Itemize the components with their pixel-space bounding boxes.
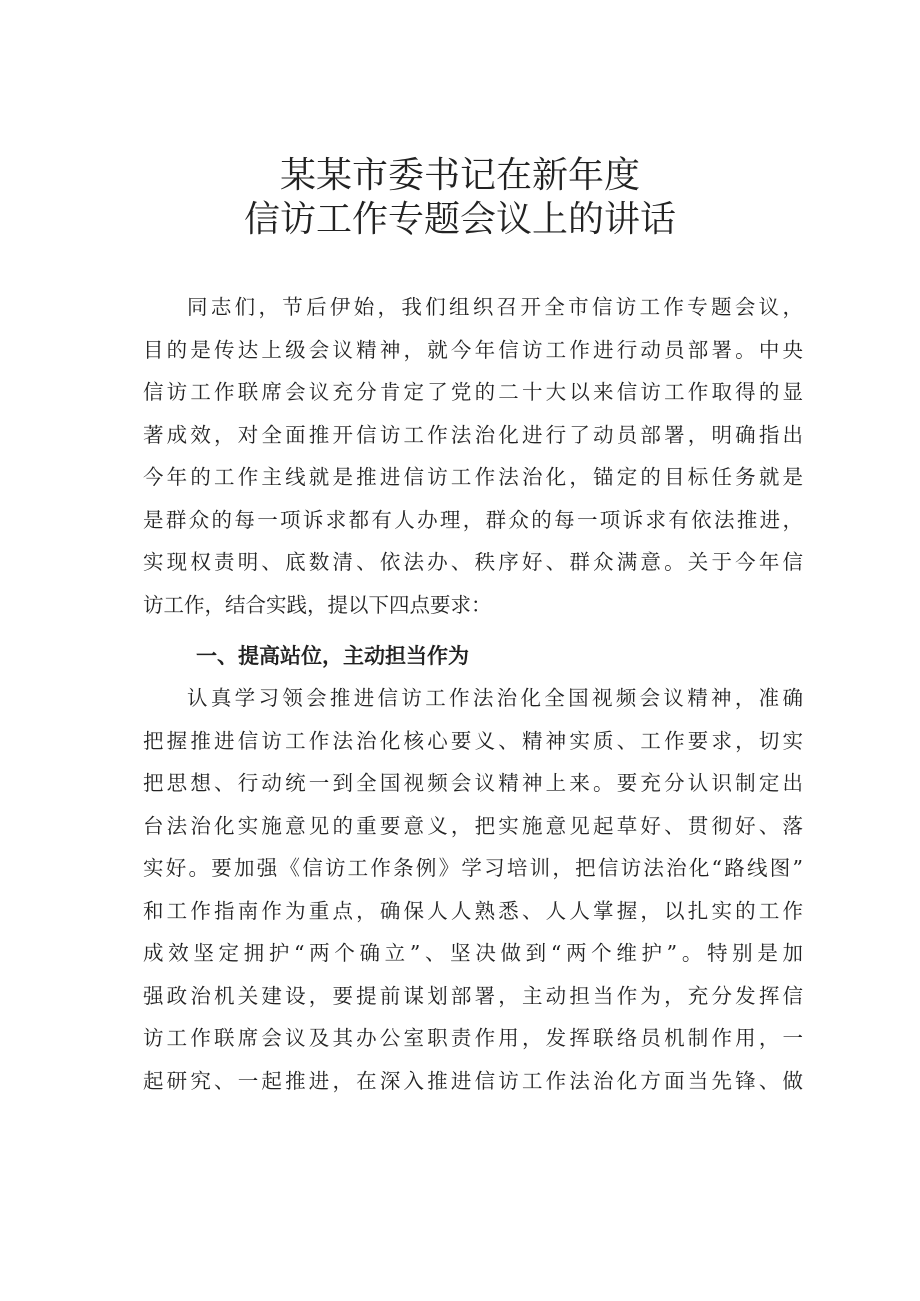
paragraph-line: 认真学习领会推进信访工作法治化全国视频会议精神，准确 [187, 686, 803, 710]
paragraph-line: 同志们，节后伊始，我们组织召开全市信访工作专题会议， [187, 295, 803, 319]
paragraph-line: 强政治机关建设，要提前谋划部署，主动担当作为，充分发挥信 [143, 983, 803, 1008]
paragraph-line: 著成效，对全面推开信访工作法治化进行了动员部署，明确指出 [143, 422, 803, 447]
paragraph-line: 把思想、行动统一到全国视频会议精神上来。要充分认识制定出 [143, 771, 803, 795]
paragraph-line: 台法治化实施意见的重要意义，把实施意见起草好、贯彻好、落 [143, 813, 803, 838]
paragraph-line: 访工作联席会议及其办公室职责作用，发挥联络员机制作用，一 [143, 1026, 803, 1050]
paragraph-line: 信访工作联席会议充分肯定了党的二十大以来信访工作取得的显 [143, 380, 803, 404]
paragraph-line: 是群众的每一项诉求都有人办理，群众的每一项诉求有依法推进， [143, 507, 803, 532]
document-title-line-2: 信访工作专题会议上的讲话 [243, 199, 676, 240]
paragraph-line: 起研究、一起推进，在深入推进信访工作法治化方面当先锋、做 [143, 1068, 803, 1093]
paragraph-1 [143, 286, 803, 626]
paragraph-line: 今年的工作主线就是推进信访工作法治化，锚定的目标任务就是 [143, 465, 803, 489]
paragraph-line: 实好。要加强《信访工作条例》学习培训，把信访法治化“路线图” [143, 856, 803, 880]
paragraph-line: 成效坚定拥护“两个确立”、坚决做到“两个维护”。特别是加 [143, 941, 803, 965]
paragraph-line: 访工作，结合实践，提以下四点要求： [143, 592, 492, 617]
paragraph-line: 目的是传达上级会议精神，就今年信访工作进行动员部署。中央 [143, 337, 803, 362]
paragraph-2 [143, 677, 803, 1102]
section-heading-1: 一、提高站位，主动担当作为 [196, 644, 469, 668]
paragraph-line: 和工作指南作为重点，确保人人熟悉、人人掌握，以扎实的工作 [143, 898, 803, 923]
paragraph-line: 把握推进信访工作法治化核心要义、精神实质、工作要求，切实 [143, 728, 803, 753]
document-title-line-1: 某某市委书记在新年度 [279, 155, 640, 196]
paragraph-line: 实现权责明、底数清、依法办、秩序好、群众满意。关于今年信 [143, 550, 803, 574]
